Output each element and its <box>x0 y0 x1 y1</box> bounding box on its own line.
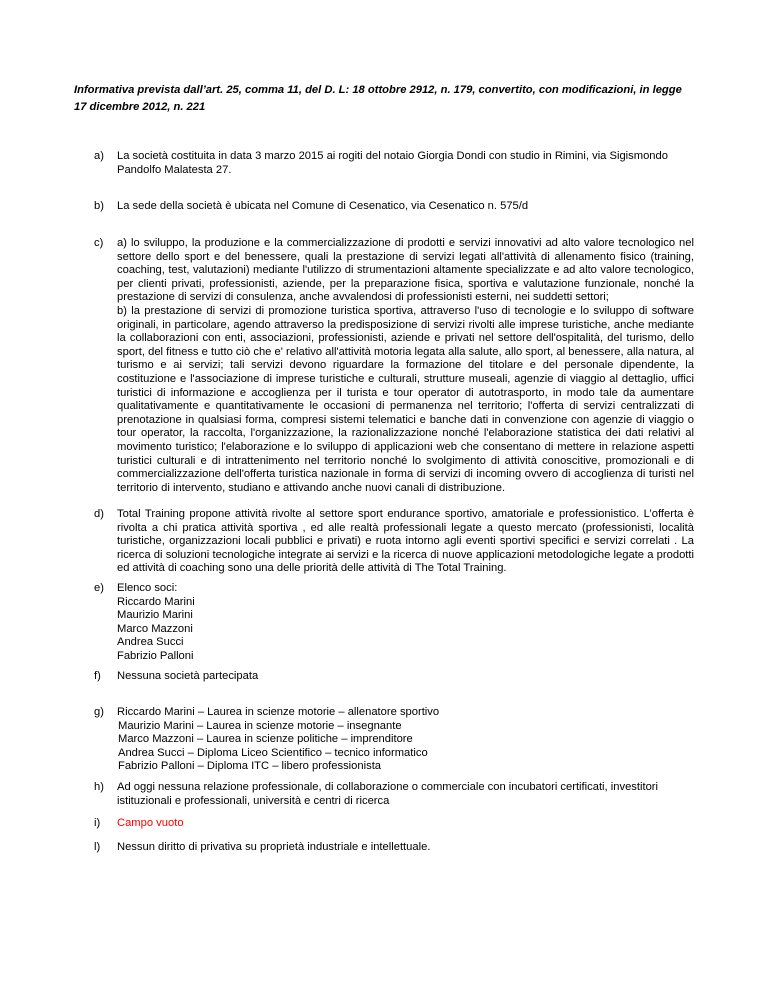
item-g-body <box>117 706 694 774</box>
socio-name: Maurizio Marini <box>117 609 193 622</box>
item-h <box>94 781 694 808</box>
item-f-text: Nessuna società partecipata <box>117 670 259 682</box>
item-c-paragraph-b: b) la prestazione di servizi di promozione turistica sportiva, attraverso l'uso di tecnologie e lo sviluppo di software originali, in particolare, agendo attraverso la predisposizione di servizi rivolti alle imprese turistiche, anche mediante la collaborazioni con enti, associazioni, professionisti, aziende e privati nel settore dell'ospitalità, del turismo, dello sport, del fitness e tutto ciò che e' relativo all'attività motoria legata alla salute, allo sport, al benessere, alla natura, al turismo e ai servizi; tali servizi devono riguardare la formazione del titolare e del personale dipendente, la costituzione e l'associazione di imprese turistiche e culturali, strutture museali, agenzie di viaggio al dettaglio, uffici turistici di informazione e accoglienza per il turista e tour operator di autotrasporto, in modo tale da aumentare qualitativamente e quantitativamente le occasioni di permanenza nel territorio; l'offerta di servizi centralizzati di prenotazione in qualsiasi forma, compresi sistemi telematici e banche dati in convenzione con agenzie di viaggio o tour operator, la raccolta, l'organizzazione, la razionalizzazione nonché l'elaborazione statistica dei dati relativi al movimento turistico; l'elaborazione e lo sviluppo di applicazioni web che consentano di mettere in relazione aspetti turistici culturali e di intrattenimento nel territorio nonché lo svolgimento di attività conoscitive, promozionali e di commercializzazione dell'offerta turistica nazionale in forma di servizi di incoming ovvero di accoglienza di turisti nel territorio di intervento, studiano e attivando anche nuovi canali di distribuzione. <box>117 304 694 494</box>
item-g <box>94 706 694 774</box>
item-c-paragraph-a: a) lo sviluppo, la produzione e la commercializzazione di prodotti e servizi innovativi ad alto valore tecnologico nel settore dello sport e del benessere, quali la prestazione di servizi legati all'attività di allenamento fisico (training, coaching, test, valutazioni) mediante l'utilizzo di strumentazioni altamente specializzate e ad alto valore tecnologico, per clienti privati, professionisti, aziende, per la preparazione fisica, sportiva e valutazione funzionale, nonché la prestazione di servizi di consulenza, anche avvalendosi di professionisti esterni, nei suddetti settori; <box>117 237 694 304</box>
socio-name: Riccardo Marini <box>117 595 195 608</box>
item-letter: b) <box>94 200 104 212</box>
socio-name: Fabrizio Palloni <box>117 649 194 662</box>
item-letter: f) <box>94 670 101 682</box>
item-c <box>94 237 694 495</box>
socio-name: Andrea Succi <box>117 636 184 649</box>
item-letter: h) <box>94 781 104 793</box>
item-h-text: Ad oggi nessuna relazione professionale, di collaborazione o commerciale con incubatori certificati, investitori istituzionali e professionali, università e centri di ricerca <box>117 781 659 807</box>
item-letter: c) <box>94 237 104 249</box>
item-i <box>94 817 694 831</box>
item-letter: g) <box>94 706 104 718</box>
item-l-text: Nessun diritto di privativa su proprietà industriale e intellettuale. <box>117 841 431 853</box>
item-letter: d) <box>94 508 104 520</box>
item-c-body <box>117 237 694 495</box>
item-letter: a) <box>94 150 104 162</box>
item-b-text: La sede della società è ubicata nel Comune di Cesenatico, via Cesenatico n. 575/d <box>117 200 529 212</box>
socio-name: Marco Mazzoni <box>117 622 193 635</box>
item-f <box>94 670 694 684</box>
empty-field-text: Campo vuoto <box>117 817 184 829</box>
item-d <box>94 508 694 576</box>
item-l <box>94 841 694 855</box>
item-d-text: Total Training propone attività rivolte al settore sport endurance sportivo, amatoriale e professionistico. L’offerta è rivolta a chi pratica attività sportiva , ed alle realtà professionali legate a questo mercato (professionisti, località turistiche, organizzazioni locali pubblici e privati) e ruota intorno agli eventi sportivi specifici e servizi correlati . La ricerca di soluzioni tecnologiche integrate ai servizi e la ricerca di nuove applicazioni metodologiche legate a prodotti ed attività di coaching sono una delle priorità delle attività di The Total Training. <box>117 508 694 575</box>
socio-profile: Marco Mazzoni – Laurea in scienze politiche – imprenditore <box>118 733 413 746</box>
document-heading: Informativa prevista dall’art. 25, comma 11, del D. L: 18 ottobre 2912, n. 179, convertito, con modificazioni, in legge 17 dicembre 2012, n. 221 <box>74 84 682 113</box>
item-a-text: La società costituita in data 3 marzo 2015 ai rogiti del notaio Giorgia Dondi con studio in Rimini, via Sigismondo Pandolfo Malatesta 27. <box>117 150 668 176</box>
socio-profile: Maurizio Marini – Laurea in scienze motorie – insegnante <box>118 719 402 732</box>
item-e-body <box>117 582 694 664</box>
socio-profile: Andrea Succi – Diploma Liceo Scientifico – tecnico informatico <box>118 746 428 759</box>
socio-profile: Riccardo Marini – Laurea in scienze motorie – allenatore sportivo <box>117 706 440 718</box>
item-b <box>94 200 694 214</box>
socio-profile: Fabrizio Palloni – Diploma ITC – libero professionista <box>118 760 382 773</box>
item-letter: l) <box>94 841 101 853</box>
soci-title: Elenco soci: <box>117 582 178 594</box>
item-a <box>94 150 694 177</box>
item-e <box>94 582 694 664</box>
item-letter: e) <box>94 582 104 594</box>
item-letter: i) <box>94 817 101 829</box>
